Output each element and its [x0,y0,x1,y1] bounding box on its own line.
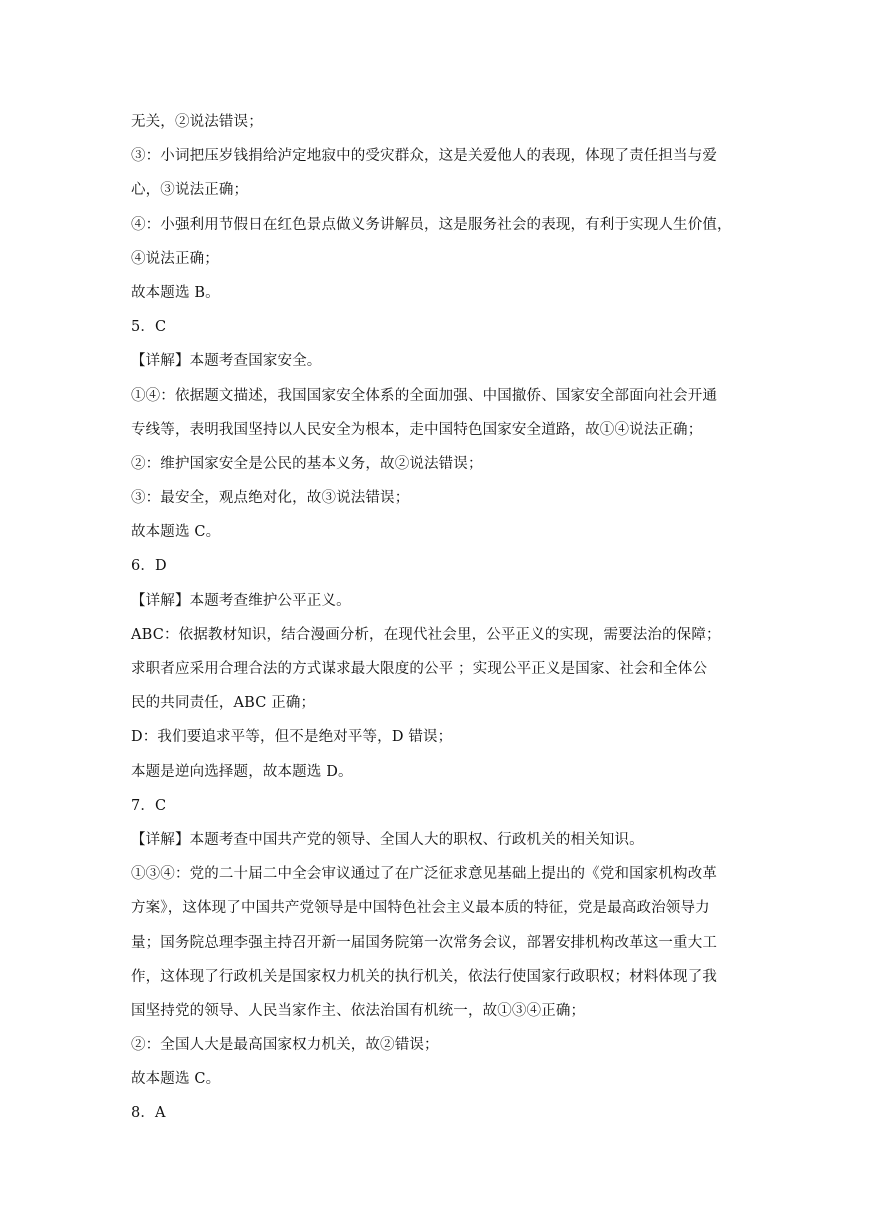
question-number: 6．D [131,558,167,575]
question-number: 7．C [131,797,167,814]
text-line: D：我们要追求平等，但不是绝对平等，D 错误； [131,729,453,746]
text-line: 故本题选 C。 [131,524,221,541]
text-line: ③：小词把压岁钱捐给泸定地寂中的受灾群众，这是关爱他人的表现，体现了责任担当与爱 [131,148,717,165]
text-line: 国坚持党的领导、人民当家作主、依法治国有机统一，故①③④正确； [131,1002,586,1019]
text-line: ①③④：党的二十届二中全会审议通过了在广泛征求意见基础上提出的《党和国家机构改革 [131,866,717,883]
text-line: 量；国务院总理李强主持召开新一届国务院第一次常务会议，部署安排机构改革这一重大工 [131,934,717,951]
text-line: 作，这体现了行政机关是国家权力机关的执行机关，依法行使国家行政职权；材料体现了我 [131,968,717,985]
answer-text-body [131,110,751,1136]
text-line: 【详解】本题考查中国共产党的领导、全国人大的职权、行政机关的相关知识。 [131,831,644,848]
question-number: 5．C [131,319,167,336]
text-line: 故本题选 B。 [131,284,220,301]
text-line: 无关，②说法错误； [131,114,263,130]
text-line: 【详解】本题考查维护公平正义。 [131,592,351,609]
text-line: ①④：依据题文描述，我国国家安全体系的全面加强、中国撤侨、国家安全部面向社会开通 [131,387,717,404]
text-line: 民的共同责任，ABC 正确； [131,695,316,712]
question-number: 8．A [131,1105,166,1122]
text-line: ③：最安全，观点绝对化，故③说法错误； [131,490,410,507]
text-line: ②：维护国家安全是公民的基本义务，故②说法错误； [131,455,483,472]
text-line: 求职者应采用合理合法的方式谋求最大限度的公平 ；实现公平正义是国家、社会和全体公 [131,661,708,677]
text-line: 方案》，这体现了中国共产党领导是中国特色社会主义最本质的特征，党是最高政治领导力 [131,900,710,917]
text-line: 专线等，表明我国坚持以人民安全为根本，走中国特色国家安全道路，故①④说法正确； [131,421,703,438]
text-line: ABC：依据教材知识，结合漫画分析，在现代社会里，公平正义的实现，需要法治的保障； [131,626,721,643]
text-line: ④说法正确； [131,250,219,267]
text-line: 心，③说法正确； [131,182,249,199]
text-line: ②：全国人大是最高国家权力机关，故②错误； [131,1037,439,1054]
text-line: ④：小强利用节假日在红色景点做义务讲解员，这是服务社会的表现，有利于实现人生价值， [131,216,732,233]
text-line: 本题是逆向选择题，故本题选 D。 [131,763,353,780]
text-line: 故本题选 C。 [131,1071,221,1088]
text-line: 【详解】本题考查国家安全。 [131,353,322,370]
